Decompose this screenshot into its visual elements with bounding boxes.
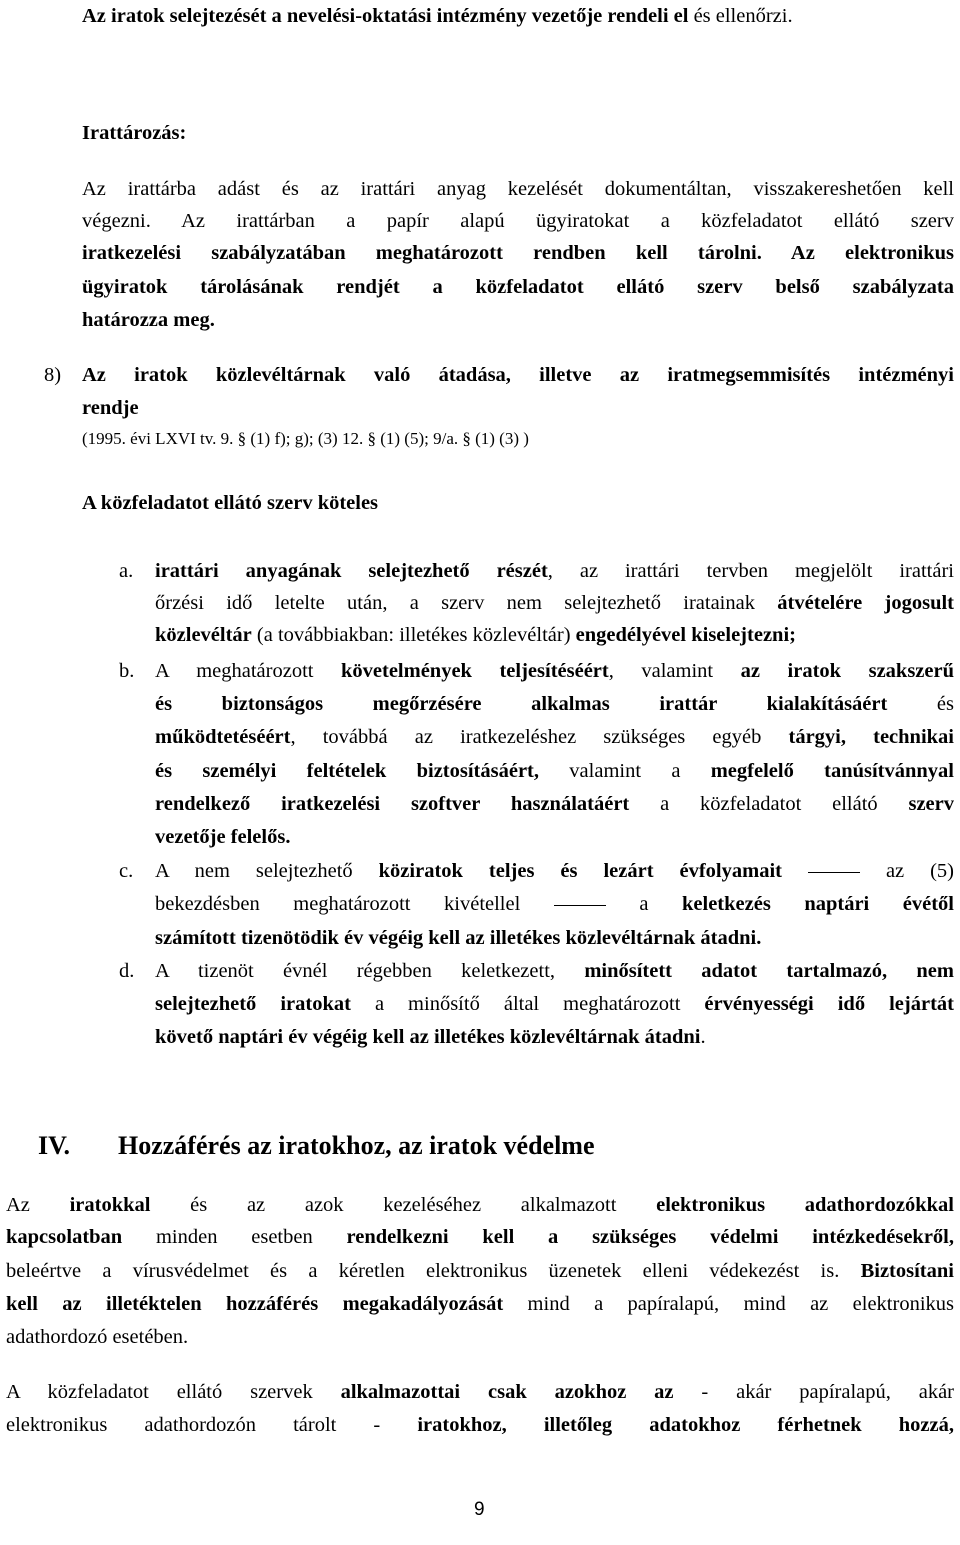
irattarozas-line: iratkezelési szabályzatában meghatározott rendben kell tárolni. Az elektronikus xyxy=(82,242,954,264)
list-item: közlevéltár (a továbbiakban: illetékes közlevéltár) engedélyével kiselejtezni; xyxy=(155,624,796,646)
list-item: bekezdésben meghatározott kivétellel a keletkezés naptári évétől xyxy=(155,893,954,915)
irattarozas-line: végezni. Az irattárban a papír alapú ügyiratokat a közfeladatot ellátó szerv xyxy=(82,210,954,232)
paragraph-line: Az iratokkal és az azok kezeléséhez alkalmazott elektronikus adathordozókkal xyxy=(6,1194,955,1216)
list-item: számított tizenötödik év végéig kell az illetékes közlevéltárnak átadni. xyxy=(155,927,762,949)
list-item: vezetője felelős. xyxy=(155,826,291,848)
paragraph-line: adathordozó esetében. xyxy=(6,1326,189,1348)
list-item: irattári anyagának selejtezhető részét, az irattári tervben megjelölt irattári xyxy=(155,560,954,582)
paragraph-line: A közfeladatot ellátó szervek alkalmazottai csak azokhoz az - akár papíralapú, akár xyxy=(6,1381,954,1403)
list-letter: b. xyxy=(119,660,135,682)
legal-citation: (1995. évi LXVI tv. 9. § (1) f); g); (3) 12. § (1) (5); 9/a. § (1) (3) ) xyxy=(82,429,529,448)
em-dash xyxy=(554,905,606,906)
list-item: A meghatározott követelmények teljesítéséért, valamint az iratok szakszerű xyxy=(155,660,954,682)
list-item: működtetéséért, továbbá az iratkezeléshez szükséges egyéb tárgyi, technikai xyxy=(155,726,954,748)
section-subtitle: A közfeladatot ellátó szerv köteles xyxy=(82,492,379,514)
list-item: és biztonságos megőrzésére alkalmas irattár kialakításáért és xyxy=(155,693,955,715)
irattarozas-line: Az irattárba adást és az irattári anyag kezelését dokumentáltan, visszakereshetően kell xyxy=(82,178,954,200)
list-item: rendelkező iratkezelési szoftver használatáért a közfeladatot ellátó szerv xyxy=(155,793,954,815)
section-title: rendje xyxy=(82,397,139,419)
intro-line: Az iratok selejtezését a nevelési-oktatási intézmény vezetője rendeli el és ellenőrzi. xyxy=(82,5,793,27)
irattarozas-line: határozza meg. xyxy=(82,309,215,331)
chapter-number: IV. xyxy=(38,1131,71,1160)
list-letter: a. xyxy=(119,560,134,582)
paragraph-line: beleértve a vírusvédelmet és a kéretlen elektronikus üzenetek elleni védekezést is. Biztosítani xyxy=(6,1260,954,1282)
irattarozas-line: ügyiratok tárolásának rendjét a közfeladatot ellátó szerv belső szabályzata xyxy=(82,276,954,298)
section-title: Az iratok közlevéltárnak való átadása, illetve az iratmegsemmisítés intézményi xyxy=(82,364,954,386)
list-item: és személyi feltételek biztosításáért, valamint a megfelelő tanúsítvánnyal xyxy=(155,760,954,782)
list-item: őrzési idő letelte után, a szerv nem selejtezhető iratainak átvételére jogosult xyxy=(155,592,954,614)
paragraph-line: kell az illetéktelen hozzáférés megakadályozását mind a papíralapú, mind az elektronikus xyxy=(6,1293,954,1315)
list-letter: c. xyxy=(119,860,134,882)
paragraph-line: kapcsolatban minden esetben rendelkezni kell a szükséges védelmi intézkedésekről, xyxy=(6,1226,954,1248)
section-number: 8) xyxy=(44,364,62,386)
list-letter: d. xyxy=(119,960,135,982)
page-number: 9 xyxy=(474,1499,485,1520)
list-item: selejtezhető iratokat a minősítő által meghatározott érvényességi idő lejártát xyxy=(155,993,954,1015)
irattarozas-heading: Irattározás: xyxy=(82,122,187,144)
em-dash xyxy=(808,872,860,873)
list-item: A tizenöt évnél régebben keletkezett, minősített adatot tartalmazó, nem xyxy=(155,960,954,982)
chapter-title: Hozzáférés az iratokhoz, az iratok védelme xyxy=(118,1131,595,1160)
paragraph-line: elektronikus adathordozón tárolt - iratokhoz, illetőleg adatokhoz férhetnek hozzá, xyxy=(6,1414,954,1436)
list-item: követő naptári év végéig kell az illetékes közlevéltárnak átadni. xyxy=(155,1026,706,1048)
list-item: A nem selejtezhető köziratok teljes és lezárt évfolyamait az (5) xyxy=(155,860,955,882)
